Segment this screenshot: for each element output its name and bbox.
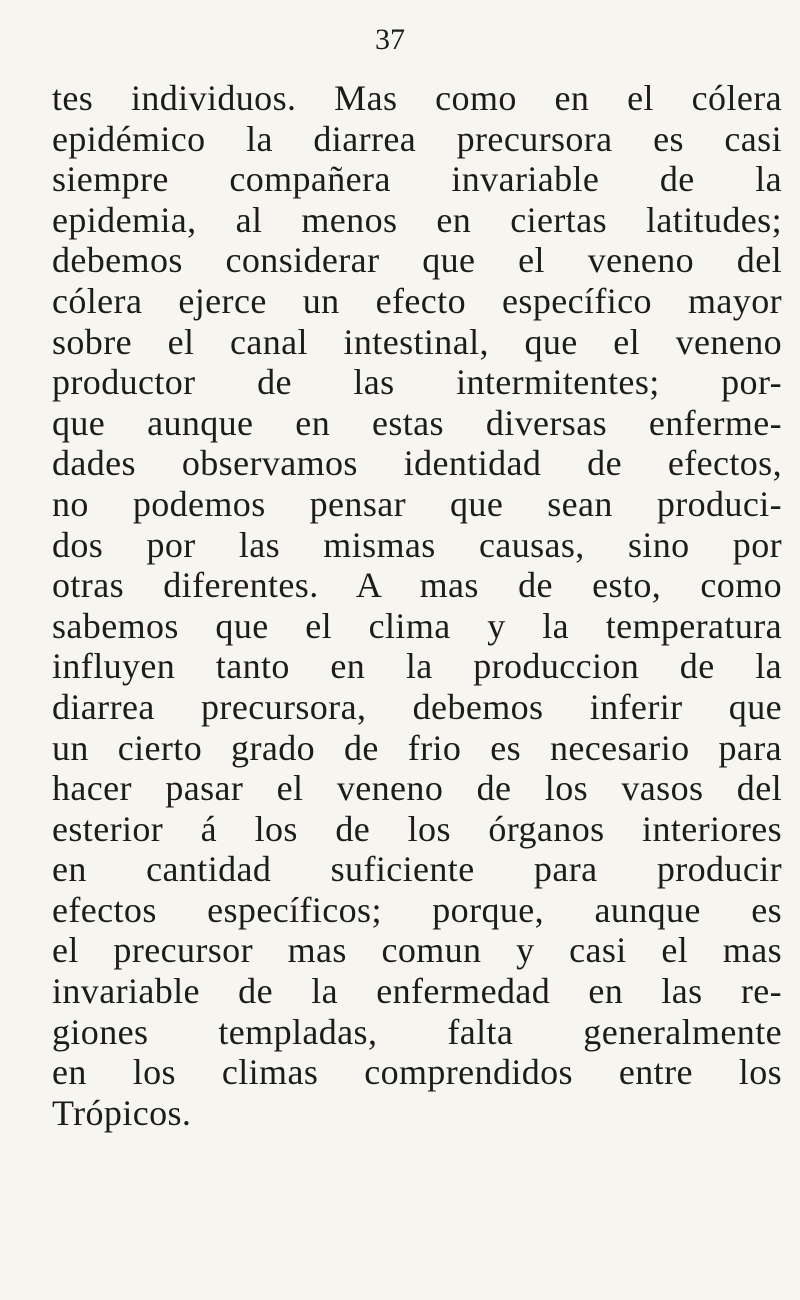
text-line: el precursor mas comun y casi el mas: [52, 930, 782, 971]
text-line: productor de las intermitentes; por-: [52, 362, 782, 403]
text-line: invariable de la enfermedad en las re-: [52, 971, 782, 1012]
text-line: dades observamos identidad de efectos,: [52, 443, 782, 484]
text-line: no podemos pensar que sean produci-: [52, 483, 782, 524]
text-line: dos por las mismas causas, sino por: [52, 524, 782, 565]
text-line: tes individuos. Mas como en el cólera: [52, 78, 782, 118]
text-line: influyen tanto en la produccion de la: [52, 646, 782, 687]
text-line: debemos considerar que el veneno del: [52, 240, 782, 281]
text-line: esterior á los de los órganos interiores: [52, 808, 782, 849]
text-line: epidémico la diarrea precursora es casi: [52, 118, 782, 159]
text-line: que aunque en estas diversas enferme-: [52, 402, 782, 443]
text-line: cólera ejerce un efecto específico mayor: [52, 280, 782, 321]
text-line: en cantidad suficiente para producir: [52, 849, 782, 890]
text-line: en los climas comprendidos entre los: [52, 1052, 782, 1093]
text-line: hacer pasar el veneno de los vasos del: [52, 768, 782, 809]
text-line: un cierto grado de frio es necesario para: [52, 727, 782, 768]
text-line: otras diferentes. A mas de esto, como: [52, 565, 782, 606]
text-line: sabemos que el clima y la temperatura: [52, 605, 782, 646]
body-text: [52, 78, 782, 1133]
text-line: sobre el canal intestinal, que el veneno: [52, 321, 782, 362]
text-line: giones templadas, falta generalmente: [52, 1011, 782, 1052]
page-number: 37: [375, 23, 405, 56]
text-line: epidemia, al menos en ciertas latitudes;: [52, 199, 782, 240]
text-line-last: Trópicos.: [52, 1092, 192, 1133]
text-line: diarrea precursora, debemos inferir que: [52, 686, 782, 727]
text-line: siempre compañera invariable de la: [52, 159, 782, 200]
text-line: efectos específicos; porque, aunque es: [52, 889, 782, 930]
